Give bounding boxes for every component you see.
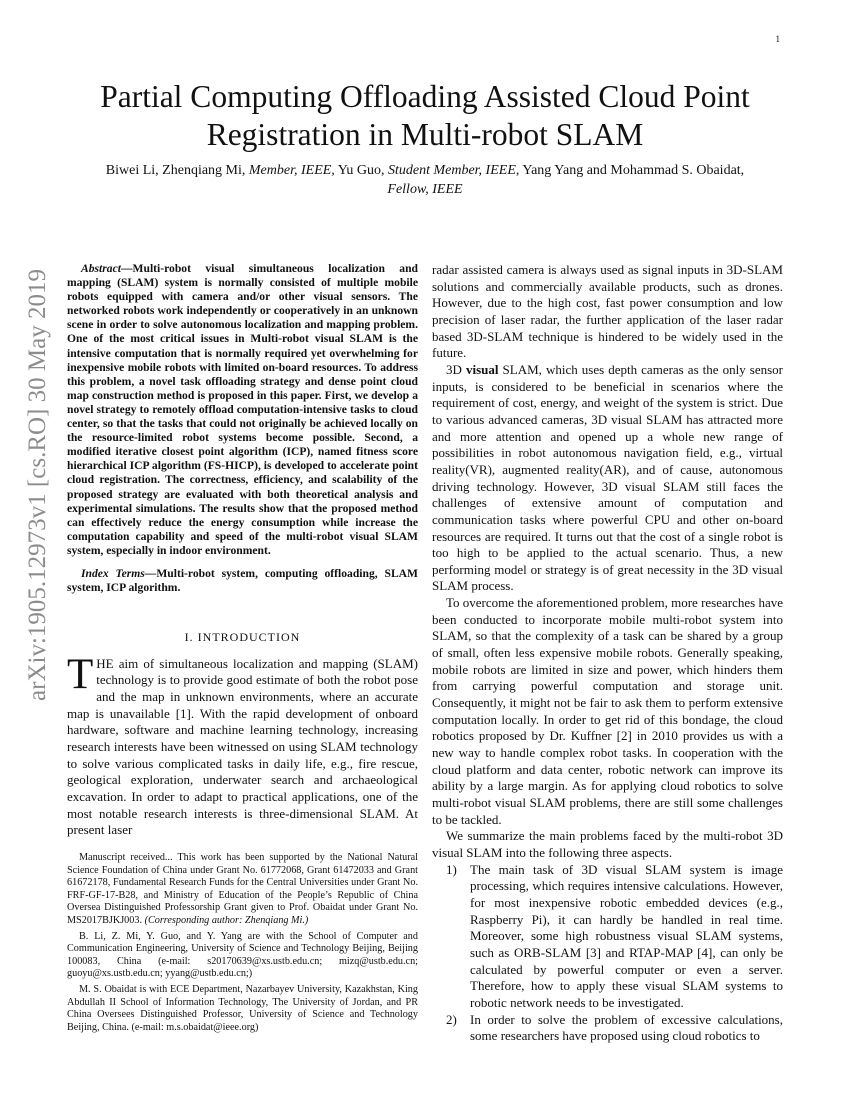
left-column (67, 262, 418, 1037)
footnote-affiliation-obaidat: M. S. Obaidat is with ECE Department, Nazarbayev University, Kazakhstan, King Abdullah II School of Information Technology, The University of Jordan, and PR China Oversees Distinguished Professor, University of Science and Technology Beijing, China. (e-mail: m.s.obaidat@ieee.org) (67, 983, 418, 1033)
index-terms-label: Index Terms— (81, 566, 157, 580)
right-column (432, 262, 783, 1045)
footnote-funding-text: Manuscript received... This work has been supported by the National Natural Science Foundation of China under Grant No. 61772068, Grant 61472033 and Grant 61672178, Fundamental Research Funds for the Central Universities under Grant No. FRF-GF-17-B28, and Ministry of Education of the People’s Republic of China Oversea Distinguished Professorship Grant given to Prof. Obaidat under Grant No. MS2017BJKJ003. (67, 852, 418, 926)
section-heading-introduction: I. INTRODUCTION (184, 630, 301, 645)
problem-list (432, 862, 783, 1045)
list-item-text: In order to solve the problem of excessive calculations, some researchers have proposed using cloud robotics to (470, 1011, 783, 1044)
author-names-1: Biwei Li, Zhenqiang Mi, (105, 163, 246, 178)
footnotes (67, 852, 418, 1034)
intro-paragraph-4: We summarize the main problems faced by the multi-robot 3D visual SLAM into the following three aspects. (432, 828, 783, 860)
footnote-corresponding-author: (Corresponding author: Zhenqiang Mi.) (144, 915, 309, 926)
author-list (90, 161, 760, 199)
abstract-label: Abstract— (81, 262, 133, 275)
list-item-number: 2) (446, 1011, 457, 1027)
list-item-number: 1) (446, 861, 457, 877)
footnote-affiliation-ustb: B. Li, Z. Mi, Y. Guo, and Y. Yang are with the School of Computer and Communication Engineering, University of Science and Technology Beijing, Beijing 100083, China (e-mail: s20170639@xs.ustb.edu.cn; mizq@ustb.edu.cn; guoyu@xs.ustb.edu.cn; yyang@ustb.edu.cn;) (67, 930, 418, 980)
intro-paragraph-2 (432, 362, 783, 595)
author-role-2: Student Member, IEEE, (387, 163, 520, 178)
author-names-2: Yu Guo, (337, 163, 385, 178)
abstract (67, 262, 418, 558)
list-item (432, 862, 783, 1012)
index-terms-text: Multi-robot system, computing offloading, SLAM system, ICP algorithm. (67, 566, 418, 595)
intro-paragraph-1 (67, 650, 418, 839)
author-names-3: Yang Yang and Mohammad S. Obaidat, (522, 163, 745, 178)
arxiv-identifier-stamp (18, 269, 58, 701)
abstract-text: Multi-robot visual simultaneous localization and mapping (SLAM) system is normally consisted of multiple mobile robots equipped with camera and/or other visual sensors. The networked robots work independently or cooperatively in an unknown scene in order to solve autonomous localization and mapping problem. One of the most critical issues in Multi-robot visual SLAM is the intensive computation that is normally required yet overwhelming for inexpensive mobile robots with limited on-board resources. To address this problem, a novel task offloading strategy and dense point cloud map construction method is proposed in this paper. First, we develop a novel strategy to remotely offload computation-intensive tasks to cloud center, so that the tasks that could not originally be achieved locally on the resource-limited robot systems become possible. Second, a modified iterative closest point algorithm (ICP), named fitness score hierarchical ICP algorithm (FS-HICP), is developed to accelerate point cloud registration. The correctness, efficiency, and scalability of the proposed strategy are evaluated with both theoretical analysis and experimental simulations. The results show that the proposed method can effectively reduce the energy consumption while increase the computation capability and speed of the multi-robot visual SLAM system, especially in indoor environment. (67, 262, 418, 557)
intro-paragraph-2-text: SLAM, which uses depth cameras as the only sensor inputs, is considered to be beneficial in scenarios where the requirement of cost, energy, and weight of the system is strict. Due to various advanced cameras, 3D visual SLAM has attracted more and more attention and opened up a whole new range of possibilities in robot autonomous navigation field, e.g., virtual reality(VR), augmented reality(AR), and of cause, autonomous driving technology. However, 3D visual SLAM still faces the challenges of extensive amount of computation and communication tasks where powerful CPU and other on-board resources are required. It turns out that the cost of a single robot is too high to be applied to the actual scenario. Thus, a new performing model or strategy is of great necessity in the 3D visual SLAM process. (432, 361, 784, 594)
footnote-funding (67, 852, 418, 928)
list-item-text: The main task of 3D visual SLAM system is image processing, which requires intensive calculations. However, for most inexpensive robotic embedded devices (e.g., Raspberry Pi), it can hardly be handled in real time. Moreover, some high robustness visual SLAM systems, such as ORB-SLAM [3] and RTAP-MAP [4], can only be calculated by powerful computer or even a server. Therefore, how to apply these visual SLAM systems to robotic network needs to be investigated. (470, 861, 783, 1010)
intro-paragraph-1-text: HE aim of simultaneous localization and mapping (SLAM) technology is to provide good estimate of both the robot pose and the map in unknown environments, where an accurate map is unavailable [1]. With the rapid development of onboard hardware, software and machine learning technology, increasing research interests have been witnessed on using SLAM technology to solve various complicated tasks in daily life, e.g., fire rescue, geological exploration, underwater search and archaeological excavation. In order to adapt to practical applications, one of the most notable research interests is three-dimensional SLAM. At present laser (67, 655, 418, 838)
drop-cap: T (67, 650, 94, 698)
author-role-3: Fellow, IEEE (387, 182, 463, 197)
list-item (432, 1012, 783, 1045)
page-number: 1 (775, 34, 780, 44)
arxiv-identifier-text: arXiv:1905.12973v1 [cs.RO] 30 May 2019 (24, 269, 51, 701)
intro-paragraph-2-bold: visual (465, 361, 499, 377)
intro-paragraph-1-continued: radar assisted camera is always used as signal inputs in 3D-SLAM solutions and commercially available products, such as drones. However, due to the high cost, fast power consumption and low precision of laser radar, the further application of the laser radar based 3D-SLAM technique is hindered to be widely used in the future. (432, 262, 783, 361)
intro-paragraph-2-start: 3D (446, 361, 462, 377)
index-terms (67, 567, 418, 595)
author-role-1: Member, IEEE, (248, 163, 335, 178)
paper-title: Partial Computing Offloading Assisted Cloud Point Registration in Multi-robot SLAM (100, 79, 750, 152)
intro-paragraph-3: To overcome the aforementioned problem, more researches have been conducted to incorporate mobile multi-robot system into SLAM, so that the complexity of a task can be shared by a group of small, often less expensive mobile robots. Generally speaking, mobile robots are limited in size and power, which hinders them from carrying powerful computation and storage unit. Consequently, it might not be fair to ask them to perform extensive computation locally. In order to get rid of this bondage, the cloud robotics proposed by Dr. Kuffner [2] in 2010 provides us with a new way to handle complex robot tasks. In cooperation with the cloud platform and data center, robotic network can improve its ability by a large margin. As for applying cloud robotics to solve multi-robot visual SLAM problems, there are still some challenges to be tackled. (432, 595, 783, 827)
